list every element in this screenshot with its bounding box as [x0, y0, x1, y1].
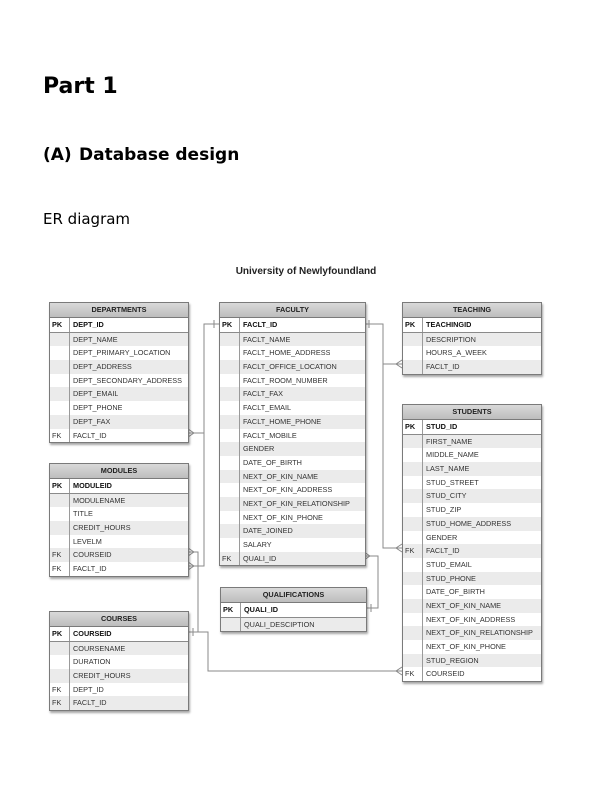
field-name: FIRST_NAME [426, 436, 473, 446]
key-marker [220, 360, 240, 374]
field-name: DURATION [73, 657, 111, 667]
field-name: FACLT_ID [426, 362, 460, 372]
entity-title-departments: DEPARTMENTS [50, 303, 188, 318]
entity-field-row [403, 476, 541, 490]
field-name: MODULENAME [73, 495, 126, 505]
entity-field-row [220, 401, 365, 415]
field-name: NEXT_OF_KIN_ADDRESS [243, 485, 333, 495]
key-marker [221, 618, 241, 632]
key-marker [50, 415, 70, 429]
entity-title-students: STUDENTS [403, 405, 541, 420]
pk-marker: PK [50, 318, 70, 332]
entity-title-modules: MODULES [50, 464, 188, 479]
field-name: TITLE [73, 509, 93, 519]
entity-field-row [50, 642, 188, 656]
entity-field-row [220, 524, 365, 538]
key-marker [220, 538, 240, 552]
diagram-title: University of Newlyfoundland [235, 266, 377, 277]
field-name: QUALI_DESCIPTION [244, 619, 315, 629]
key-marker [220, 387, 240, 401]
rel-courses-students [198, 632, 402, 671]
field-name: FACLT_ID [73, 698, 107, 708]
key-marker [403, 599, 423, 613]
field-name: NEXT_OF_KIN_RELATIONSHIP [426, 628, 533, 638]
entity-pk-row-departments [50, 318, 188, 333]
entity-field-row [220, 470, 365, 484]
field-name: STUD_CITY [426, 491, 467, 501]
entity-field-row [50, 548, 188, 562]
key-marker [220, 483, 240, 497]
entity-field-row [50, 562, 188, 576]
entity-field-row [220, 333, 365, 347]
key-marker [50, 535, 70, 549]
entity-pk-row-courses [50, 627, 188, 642]
field-name: DEPT_NAME [73, 334, 118, 344]
key-marker [50, 333, 70, 347]
entity-field-row [403, 517, 541, 531]
key-marker [50, 669, 70, 683]
pk-field: MODULEID [73, 481, 112, 490]
entity-field-row [403, 435, 541, 449]
key-marker [50, 521, 70, 535]
field-name: STUD_HOME_ADDRESS [426, 518, 512, 528]
key-marker: FK [50, 548, 70, 562]
entity-field-row [220, 429, 365, 443]
entity-field-row [50, 507, 188, 521]
field-name: CREDIT_HOURS [73, 523, 131, 533]
entity-field-row [403, 667, 541, 681]
key-marker [50, 346, 70, 360]
field-name: STUD_ZIP [426, 505, 462, 515]
field-name: NEXT_OF_KIN_PHONE [426, 642, 506, 651]
field-name: STUD_REGION [426, 655, 479, 665]
rel-courses-modules [188, 552, 198, 632]
entity-qualifications [220, 587, 367, 632]
heading-text: Database design [79, 145, 240, 165]
key-marker [220, 524, 240, 538]
entity-field-row [220, 552, 365, 566]
key-marker [403, 517, 423, 531]
field-name: DEPT_SECONDARY_ADDRESS [73, 375, 182, 385]
key-marker [403, 476, 423, 490]
entity-field-row [220, 415, 365, 429]
entity-field-row [220, 511, 365, 525]
pk-marker: PK [221, 603, 241, 617]
field-name: COURSEID [73, 550, 112, 560]
pk-field: STUD_ID [426, 422, 458, 431]
field-name: DATE_OF_BIRTH [243, 457, 302, 467]
key-marker [403, 640, 423, 654]
entity-field-row [403, 640, 541, 654]
key-marker: FK [50, 429, 70, 443]
key-marker: FK [403, 667, 423, 681]
key-marker [50, 387, 70, 401]
entity-field-row [50, 535, 188, 549]
entity-pk-row-teaching [403, 318, 541, 333]
field-name: DATE_OF_BIRTH [426, 587, 485, 597]
field-name: STUD_EMAIL [426, 559, 472, 569]
entity-field-row [403, 599, 541, 613]
key-marker [403, 613, 423, 627]
key-marker [403, 435, 423, 449]
entity-field-row [220, 456, 365, 470]
field-name: NEXT_OF_KIN_NAME [426, 600, 502, 610]
rel-faculty-students [383, 364, 402, 548]
entity-field-row [50, 669, 188, 683]
pk-field: FACLT_ID [243, 320, 278, 329]
field-name: STUD_STREET [426, 477, 479, 487]
heading-number: (A) [43, 145, 72, 165]
field-name: FACLT_OFFICE_LOCATION [243, 362, 337, 372]
key-marker: FK [220, 552, 240, 566]
key-marker [403, 572, 423, 586]
entity-field-row [220, 442, 365, 456]
field-name: DEPT_PRIMARY_LOCATION [73, 348, 171, 358]
field-name: GENDER [426, 532, 458, 542]
entity-field-row [50, 387, 188, 401]
field-name: DEPT_PHONE [73, 403, 123, 413]
field-name: LEVELM [73, 536, 102, 546]
key-marker [220, 333, 240, 347]
key-marker [220, 511, 240, 525]
key-marker: FK [50, 683, 70, 697]
field-name: FACLT_ID [426, 546, 460, 556]
entity-pk-row-students [403, 420, 541, 435]
entity-field-row [50, 360, 188, 374]
entity-teaching [402, 302, 542, 375]
field-name: FACLT_NAME [243, 334, 291, 344]
entity-field-row [220, 346, 365, 360]
key-marker [403, 489, 423, 503]
field-name: DEPT_ID [73, 684, 104, 694]
field-name: QUALI_ID [243, 553, 277, 563]
field-name: GENDER [243, 444, 275, 454]
field-name: FACLT_ROOM_NUMBER [243, 375, 328, 385]
entity-field-row [50, 429, 188, 443]
entity-pk-row-modules [50, 479, 188, 494]
key-marker [403, 462, 423, 476]
pk-marker: PK [403, 318, 423, 332]
key-marker [403, 585, 423, 599]
field-name: NEXT_OF_KIN_ADDRESS [426, 614, 516, 624]
field-name: COURSENAME [73, 643, 126, 653]
pk-field: COURSEID [73, 629, 112, 638]
key-marker [403, 626, 423, 640]
entity-field-row [50, 401, 188, 415]
key-marker: FK [50, 562, 70, 576]
key-marker [50, 642, 70, 656]
key-marker [220, 442, 240, 456]
key-marker [50, 401, 70, 415]
field-name: DEPT_FAX [73, 416, 111, 426]
key-marker [220, 429, 240, 443]
entity-title-faculty: FACULTY [220, 303, 365, 318]
entity-pk-row-qualifications [221, 603, 366, 618]
key-marker [50, 374, 70, 388]
key-marker [220, 346, 240, 360]
key-marker [220, 415, 240, 429]
entity-field-row [50, 374, 188, 388]
key-marker [50, 360, 70, 374]
pk-marker: PK [50, 627, 70, 641]
field-name: DEPT_ADDRESS [73, 362, 132, 372]
entity-field-row [403, 333, 541, 347]
key-marker [403, 448, 423, 462]
entity-modules [49, 463, 189, 577]
entity-field-row [50, 521, 188, 535]
entity-field-row [403, 489, 541, 503]
field-name: MIDDLE_NAME [426, 450, 479, 460]
key-marker [403, 531, 423, 545]
field-name: LAST_NAME [426, 464, 470, 474]
key-marker [403, 654, 423, 668]
er-diagram-label: ER diagram [43, 210, 131, 228]
key-marker [403, 558, 423, 572]
key-marker [50, 507, 70, 521]
entity-students [402, 404, 542, 682]
rel-faculty-modules [188, 433, 204, 566]
rel-faculty-teaching [364, 324, 402, 364]
entity-field-row [403, 346, 541, 360]
key-marker: FK [403, 544, 423, 558]
entity-field-row [403, 654, 541, 668]
entity-field-row [220, 538, 365, 552]
field-name: HOURS_A_WEEK [426, 348, 487, 358]
key-marker [220, 456, 240, 470]
field-name: COURSEID [426, 669, 465, 679]
entity-field-row [403, 503, 541, 517]
entity-field-row [50, 415, 188, 429]
key-marker [403, 346, 423, 360]
entity-field-row [403, 531, 541, 545]
field-name: FACLT_ID [73, 430, 107, 440]
pk-field: TEACHINGID [426, 320, 472, 329]
key-marker [403, 333, 423, 347]
entity-field-row [403, 360, 541, 374]
rel-faculty-departments [188, 324, 219, 433]
key-marker [403, 503, 423, 517]
entity-field-row [221, 618, 366, 632]
entity-field-row [50, 683, 188, 697]
key-marker [50, 655, 70, 669]
field-name: FACLT_EMAIL [243, 403, 292, 413]
field-name: NEXT_OF_KIN_NAME [243, 471, 319, 481]
entity-field-row [220, 374, 365, 388]
entity-field-row [50, 346, 188, 360]
pk-marker: PK [403, 420, 423, 434]
entity-field-row [220, 360, 365, 374]
field-name: SALARY [243, 540, 272, 549]
entity-title-courses: COURSES [50, 612, 188, 627]
field-name: DATE_JOINED [243, 526, 293, 536]
entity-field-row [50, 333, 188, 347]
field-name: DESCRIPTION [426, 334, 476, 344]
entity-field-row [220, 483, 365, 497]
entity-field-row [403, 462, 541, 476]
key-marker [403, 360, 423, 374]
entity-pk-row-faculty [220, 318, 365, 333]
key-marker [220, 497, 240, 511]
key-marker [50, 494, 70, 508]
entity-title-qualifications: QUALIFICATIONS [221, 588, 366, 603]
entity-field-row [220, 497, 365, 511]
entity-field-row [403, 572, 541, 586]
pk-field: DEPT_ID [73, 320, 104, 329]
field-name: FACLT_HOME_PHONE [243, 416, 322, 426]
pk-field: QUALI_ID [244, 605, 279, 614]
entity-field-row [403, 558, 541, 572]
entity-field-row [403, 448, 541, 462]
entity-field-row [50, 655, 188, 669]
entity-field-row [403, 585, 541, 599]
key-marker [220, 374, 240, 388]
entity-faculty [219, 302, 366, 566]
field-name: FACLT_ID [73, 564, 107, 574]
key-marker [220, 470, 240, 484]
pk-marker: PK [220, 318, 240, 332]
field-name: NEXT_OF_KIN_RELATIONSHIP [243, 498, 350, 508]
pk-marker: PK [50, 479, 70, 493]
field-name: FACLT_HOME_ADDRESS [243, 348, 331, 358]
key-marker: FK [50, 696, 70, 710]
field-name: CREDIT_HOURS [73, 671, 131, 681]
field-name: FACLT_FAX [243, 389, 284, 399]
field-name: NEXT_OF_KIN_PHONE [243, 512, 323, 522]
entity-field-row [403, 613, 541, 627]
field-name: FACLT_MOBILE [243, 430, 297, 440]
entity-title-teaching: TEACHING [403, 303, 541, 318]
key-marker [220, 401, 240, 415]
entity-departments [49, 302, 189, 443]
entity-field-row [220, 387, 365, 401]
entity-field-row [403, 626, 541, 640]
entity-field-row [50, 494, 188, 508]
field-name: DEPT_EMAIL [73, 389, 119, 399]
entity-courses [49, 611, 189, 711]
field-name: STUD_PHONE [426, 573, 476, 583]
entity-field-row [50, 696, 188, 710]
heading-part-1: Part 1 [43, 74, 118, 99]
entity-field-row [403, 544, 541, 558]
